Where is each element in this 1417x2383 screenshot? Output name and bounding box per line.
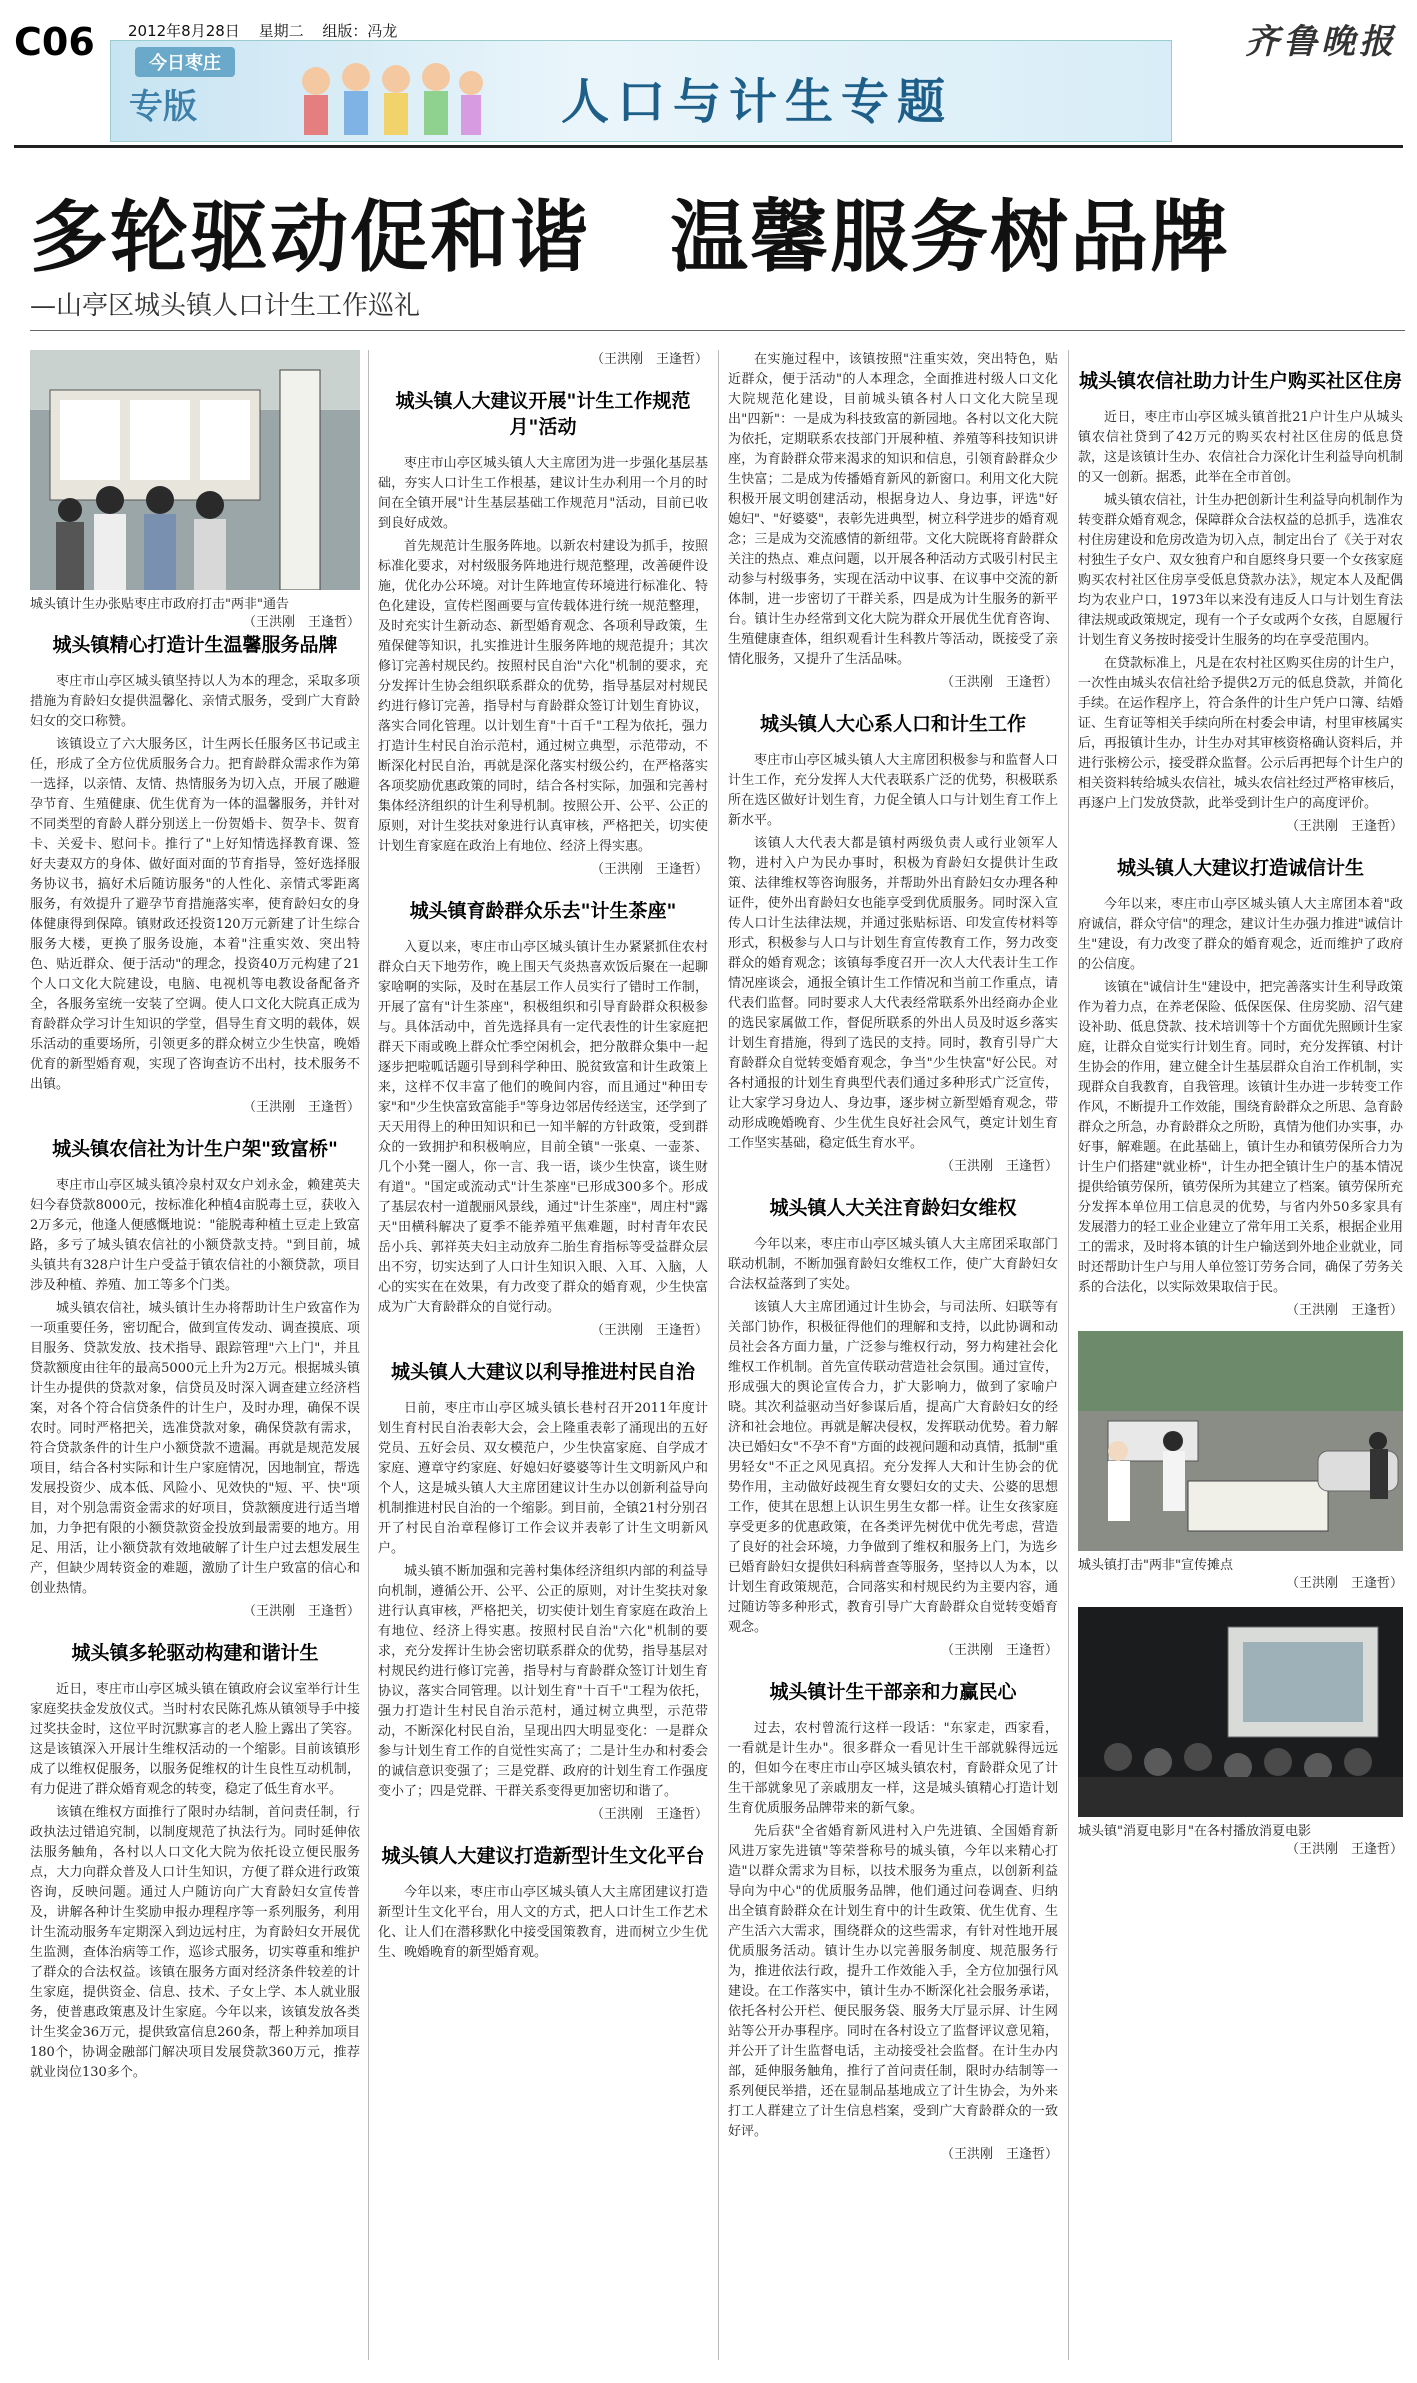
article-paragraph: 过去，农村曾流行这样一段话："东家走，西家看，一看就是计生办"。很多群众一看见计生干部就躲得远远的，但如今在枣庄市山亭区城头镇农村，育龄群众见了计生干部就象见了亲戚朋友一样，这是城头镇精心打造计划生育优质服务品牌带来的新气象。 bbox=[728, 1721, 1058, 1816]
article-paragraph: 该镇在"诚信计生"建设中，把完善落实计生利导政策作为着力点，在养老保险、低保医保、住房奖励、沼气建设补助、低息贷款、技术培训等十个方面优先照顾计生家庭，让群众自觉实行计划生育。同时，充分发挥镇、村计生协会的作用，建立健全计生基层群众自治工作机制，实现群众自我教育，自我管理。该镇计生办进一步转变工作作风，不断提升工作效能，围绕育龄群众之所思、急育龄群众之所急，办育龄群众之所盼，真情为他们办实事，办好事，解难题。在此基础上，镇计生办和镇劳保所合力为计生户们搭建"就业桥"，计生办把全镇计生户的基本情况提供给镇劳保所，镇劳保所为其建立了档案。镇劳保所充分发挥本单位用工信息灵的优势，与省内外50多家具有发展潜力的轻工业企业建立了常年用工关系，根据企业用工的需求，及时将本镇的计生户输送到外地企业就业，同时还帮助计生户与用人单位签订劳务合同，确保了劳务关系的合法化，以实际效果取信于民。 bbox=[1078, 980, 1403, 1295]
header-rule bbox=[14, 145, 1403, 148]
article-paragraph: 近日，枣庄市山亭区城头镇在镇政府会议室举行计生家庭奖扶金发放仪式。当时村农民陈孔炼从镇领导手中接过奖扶金时，这位平时沉默寡言的老人脸上露出了笑容。这是该镇深入开展计生维权活动的一个缩影。目前该镇形成了以维权促服务，以服务促维权的计生良性互动机制，有力促进了群众婚育观念的转变，稳定了低生育水平。 bbox=[30, 1682, 360, 1797]
newspaper-logo: 齐鲁晚报 bbox=[1245, 22, 1397, 62]
article-title: 城头镇人大建议以利导推进村民自治 bbox=[390, 1361, 695, 1383]
special-tag: 专版 bbox=[129, 87, 197, 127]
photo-caption bbox=[1078, 1823, 1403, 1857]
article-paragraph: 先后获"全省婚育新风进村入户先进镇、全国婚育新风进万家先进镇"等荣誉称号的城头镇，今年以来精心打造"以群众需求为目标，以技术服务为重点，以创新利益导向为中心"的优质服务品牌，他们通过问卷调查、归纳出全镇育龄群众在计划生育中的计生政策、优生优育、生产生活六大需求，围绕群众的这些需求，有针对性地开展优质服务活动。镇计生办以完善服务制度、规范服务行为，推进依法行政，提升工作效能入手，全方位加强行风建设。在工作落实中，镇计生办不断深化社会服务承诺，依托各村公开栏、便民服务袋、服务大厅显示屏、计生网站等公开办事程序。同时在各村设立了监督评议意见箱，并公开了计生监督电话，主动接受社会监督。在计生办内部，延伸服务触角，推行了首问责任制，限时办结制等一系列便民举措，还在显制品基地成立了计生协会，为外来打工人群建立了计生信息档案，受到广大育龄群众的一致好评。 bbox=[728, 1824, 1058, 2139]
caption-credit: （王洪刚 王逢哲） bbox=[242, 615, 360, 630]
photo-publicity-stall bbox=[1078, 1331, 1403, 1551]
article-paragraph: 枣庄市山亭区城头镇坚持以人为本的理念，采取多项措施为育龄妇女提供温馨化、亲情式服务，受到广大育龄妇女的交口称赞。 bbox=[30, 674, 360, 729]
notice-board-photo-image bbox=[30, 350, 360, 590]
page-header bbox=[0, 0, 1417, 145]
special-title: 人口与计生专题 bbox=[561, 74, 954, 130]
headline-rule bbox=[30, 330, 1405, 331]
article-paragraph: 首先规范计生服务阵地。以新农村建设为抓手，按照标准化要求，对村级服务阵地进行规范整理，改善硬件设施，优化办公环境。对计生阵地宣传环境进行标准化、特色化建设，宣传栏图画要与宣传载体进行统一规范整理，及时充实计生新动态、新型婚育观念、各项利导政策，生殖保健等知识，扎实推进计生服务阵地的规范提升；其次修订完善村规民约。按照村民自治"六化"机制的要求，充分发挥计生协会组织联系群众的优势，指导基层对村规民约进行修订完善，指导村与育龄群众签订计划生育协议，落实合同化管理。以计划生育"十百千"工程为依托，强力打造计生村民自治示范村，通过树立典型，示范带动，不断深化村民自治，再就是深化落实村级公约，在严格落实各项奖励优惠政策的同时，结合各村实际，加强和完善村集体经济组织的计生利导机制。按照公开、公平、公正的原则，对计生奖扶对象进行认真审核，严格把关，切实使计划生育家庭在政治上有地位、经济上得实惠。 bbox=[378, 539, 708, 854]
article-byline: （王洪刚 王逢哲） bbox=[590, 862, 708, 877]
main-headline: 多轮驱动促和谐 温馨服务树品牌 bbox=[30, 193, 1231, 283]
section-banner bbox=[110, 40, 1172, 142]
caption-credit: （王洪刚 王逢哲） bbox=[1285, 1576, 1403, 1591]
article-byline: （王洪刚 王逢哲） bbox=[940, 1643, 1058, 1658]
article-paragraph: 枣庄市山亭区城头镇冷泉村双女户刘永金，赖建英夫妇今春贷款8000元，按标准化种植4亩脱毒土豆，获收入2万多元，他逢人便感慨地说："能脱毒种植土豆走上致富路，多亏了城头镇农信社的小额贷款支持。"到目前，城头镇共有328户计生户受益于镇农信社的小额贷款，项目涉及种植、养殖、加工等多个门类。 bbox=[30, 1178, 360, 1293]
issue-info bbox=[128, 20, 411, 41]
section-label: 今日枣庄 bbox=[135, 47, 235, 77]
article-paragraph: 枣庄市山亭区城头镇人大主席团积极参与和监督人口计生工作，充分发挥人大代表联系广泛的优势，积极联系所在选区做好计划生育，力促全镇人口与计划生育工作上新水平。 bbox=[728, 753, 1058, 828]
article-paragraph: 今年以来，枣庄市山亭区城头镇人大主席团本着"政府诚信，群众守信"的理念，建议计生办强力推进"诚信计生"建设，有力改变了群众的婚育观念，近而维护了政府的公信度。 bbox=[1078, 897, 1403, 972]
issue-weekday: 星期二 bbox=[258, 22, 304, 40]
caption-text: 城头镇打击"两非"宣传摊点 bbox=[1078, 1558, 1233, 1573]
article-title: 城头镇农信社助力计生户购买社区住房 bbox=[1078, 370, 1402, 392]
photo-summer-movie bbox=[1078, 1607, 1403, 1817]
article-paragraph: 该镇人大主席团通过计生协会，与司法所、妇联等有关部门协作，积极征得他们的理解和支持，以此协调和动员社会各方面力量，广泛参与维权行动，努力构建社会化维权工作机制。首先宣传联动营造社会氛围。通过宣传，形成强大的舆论宣传合力，扩大影响力，做到了家喻户晓。其次利益驱动当好参谋后盾，提高广大育龄妇女的经济和社会地位。再就是解决侵权，发挥联动优势。着力解决已婚妇女"不孕不育"方面的歧视问题和动真情，抵制"重男轻女"不正之风见真招。充分发挥人大和计生协会的优势作用，主动做好歧视生育女婴妇女的丈夫、公婆的思想工作，使其在思想上认识生男生女都一样。让生女孩家庭享受更多的优惠政策，在各类评先树优中优先考虑，营造了良好的社会环境，力争做到了维权和服务上门，为选乡已婚育龄妇女提供妇科病普查等服务，坚持以人为本，以计划生育政策规范，合同落实和村规民约为主要内容，通过随访等多种形式，教育引导广大育龄群众自觉转变婚育观念。 bbox=[728, 1300, 1058, 1635]
article-paragraph: 该镇人大代表大都是镇村两级负责人或行业领军人物，进村入户为民办事时，积极为育龄妇女提供计生政策、法律维权等咨询服务，并帮助外出育龄妇女办理各种证件，使外出育龄妇女也能享受到优质服务。同时深入宣传人口计生法律法规，并通过张贴标语、印发宣传材料等形式，积极参与人口与计划生育宣传教育工作，努力改变群众的婚育观念；该镇每季度召开一次人大代表计生工作情况座谈会，通报全镇计生工作情况和当前工作重点，请代表们监督。同时要求人大代表经常联系外出经商办企业的选民家属做工作，督促所联系的外出人员及时返乡落实计划生育措施，得到了选民的支持。同时，教育引导广大育龄群众自觉转变婚育观念，争当"少生快富"好公民。对各村通报的计划生育典型代表们通过多种形式广泛宣传，让大家学习身边人、身边事，逐步树立新型婚育观念，带动形成晚婚晚育、少生优生良好社会风气，奠定计划生育工作坚实基础，稳定低生育水平。 bbox=[728, 836, 1058, 1151]
article-paragraph: 枣庄市山亭区城头镇人大主席团为进一步强化基层基础，夯实人口计生工作根基，建议计生办利用一个月的时间在全镇开展"计生基层基础工作规范月"活动，目前已收到良好成效。 bbox=[378, 456, 708, 531]
caption-text: 城头镇计生办张贴枣庄市政府打击"两非"通告 bbox=[30, 597, 289, 612]
photo-caption bbox=[30, 596, 360, 630]
issue-editor: 组版：冯龙 bbox=[322, 22, 398, 40]
children-illustration bbox=[286, 41, 486, 141]
article-title: 城头镇人大建议开展"计生工作规范月"活动 bbox=[395, 390, 691, 438]
article-byline: （王洪刚 王逢哲） bbox=[590, 1807, 708, 1822]
article-byline: （王洪刚 王逢哲） bbox=[242, 1100, 360, 1115]
article-title: 城头镇农信社为计生户架"致富桥" bbox=[52, 1138, 338, 1160]
article-paragraph: 城头镇不断加强和完善村集体经济组织内部的利益导向机制，遵循公开、公平、公正的原则，对计生奖扶对象进行认真审核，严格把关，切实使计划生育家庭在政治上有地位、经济上得实惠。按照村民自治"六化"机制的要求，充分发挥计生协会密切联系群众的优势，指导基层对村规民约进行修订完善，指导村与育龄群众签订计划生育协议，落实合同管理。以计划生育"十百千"工程为依托，强力打造计生村民自治示范村，通过树立典型，示范带动，不断深化村民自治，呈现出四大明显变化：一是群众参与计划生育工作的自觉性实高了；二是计生办和村委会的诚信意识变强了；三是党群、政府的计划生育工作强度变小了；四是党群、干群关系变得更加密切和谐了。 bbox=[378, 1564, 708, 1799]
article-paragraph: 该镇设立了六大服务区，计生两长任服务区书记或主任，形成了全方位优质服务合力。把育龄群众需求作为第一选择，以亲情、友情、热情服务为切入点，开展了融避孕节育、生殖健康、优生优育为一体的温馨服务，并针对不同类型的育龄人群分别送上一份贺婚卡、贺孕卡、贺育卡、关爱卡、慰问卡。推行了"上好知情选择教育课、签好夫妻双方的身体、做好面对面的节育指导，签好选择服务协议书，搞好术后随访服务"的人性化、亲情式零距离服务，有效提升了避孕节育措施落实率，使育龄妇女的身体健康得到保障。镇财政还投资120万元新建了计生综合服务大楼，更换了服务设施，本着"注重实效、突出特色、贴近群众、便于活动"的理念，投资40万元构建了21个人口文化大院建设，电脑、电视机等电教设备配备齐全，各服务室统一安装了空调。使人口文化大院真正成为育龄群众学习计生知识的学堂，倡导生育文明的载体，娱乐活动的重要场所，引领更多的群众树立少生快富，晚婚优育的新型婚育观，实现了咨询查访不出村，技术服务不出镇。 bbox=[30, 737, 360, 1092]
article-title: 城头镇育龄群众乐去"计生茶座" bbox=[409, 900, 677, 922]
article-byline: （王洪刚 王逢哲） bbox=[1285, 1303, 1403, 1318]
article-paragraph: 城头镇农信社，城头镇计生办将帮助计生户致富作为一项重要任务，密切配合，做到宣传发动、调查摸底、项目服务、贷款发放、技术指导、跟踪管理"六上门"，并且贷款额度由往年的最高5000元上升为2万元。根据城头镇计生办提供的贷款对象，信贷员及时深入调查建立经济档案，对各个符合信贷条件的计生户，及时办理，确保不误农时。同时严格把关，选准贷款对象，确保贷款有需求，符合贷款条件的计生户小额贷款不遗漏。再就是规范发展项目，结合各村实际和计生户家庭情况，因地制宜，帮选发展投资少、成本低、风险小、见效快的"短、平、快"项目，对个别急需资金需求的好项目，贷款额度进行适当增加，力争把有限的小额贷款资金投放到最需要的地方。用足、用活，让小额贷款有效地破解了计生户过去想发展生产，但缺少周转资金的难题，激励了计生户致富的信心和创业热情。 bbox=[30, 1301, 360, 1596]
article-byline: （王洪刚 王逢哲） bbox=[940, 1159, 1058, 1174]
article-title: 城头镇精心打造计生温馨服务品牌 bbox=[52, 634, 338, 656]
photo-caption bbox=[1078, 1557, 1403, 1593]
column-1 bbox=[30, 350, 360, 2370]
article-paragraph: 该镇在维权方面推行了限时办结制，首问责任制，行政执法过错追究制，以制度规范了执法行为。同时延伸依法服务触角，各村以人口文化大院为依托设立便民服务点，大力向群众普及人口计生知识，方便了群众进行政策咨询，反映问题。通过人户随访向广大育龄妇女宣传普及，讲解各种计生奖励申报办理程序等一系列服务，利用计生流动服务车定期深入到边远村庄，为育龄妇女开展优生监测，查体治病等工作，巡诊式服务，切实尊重和维护了群众的合法权益。该镇在服务方面对经济条件较差的计生家庭，提供资金、信息、技术、子女上学、本人就业服务，使普惠政策惠及计生家庭。今年以来，该镇发放各类计生奖金36万元，提供致富信息260条，帮上种养加项目180个，协调金融部门解决项目发展贷款360万元，推荐就业岗位130多个。 bbox=[30, 1805, 360, 2080]
summer-movie-photo-image bbox=[1078, 1607, 1403, 1817]
publicity-stall-photo-image bbox=[1078, 1331, 1403, 1551]
article-byline: （王洪刚 王逢哲） bbox=[242, 1604, 360, 1619]
column-2 bbox=[378, 350, 708, 2370]
article-paragraph: 今年以来，枣庄市山亭区城头镇人大主席团采取部门联动机制，不断加强育龄妇女维权工作，使广大育龄妇女合法权益落到了实处。 bbox=[728, 1237, 1058, 1292]
column-3 bbox=[728, 350, 1058, 2370]
article-byline: （王洪刚 王逢哲） bbox=[1285, 819, 1403, 834]
column-divider bbox=[718, 350, 719, 2360]
article-paragraph: 在实施过程中，该镇按照"注重实效，突出特色，贴近群众，便于活动"的人本理念，全面推进村级人口文化大院规范化建设，目前城头镇各村人口文化大院呈现出"四新"：一是成为科技致富的新园地。各村以文化大院为依托，定期联系农技部门开展种植、养殖等科技知识讲座，为育龄群众带来渴求的知识和信息，引领育龄群众少生快富；二是成为传播婚育新风的新窗口。利用文化大院积极开展文明创建活动，根据身边人、身边事，评选"好媳妇"、"好婆婆"，表彰先进典型，树立科学进步的婚育观念；三是成为交流感情的新纽带。文化大院既将育龄群众关注的热点、难点问题，以开展各种活动方式吸引村民主动参与村级事务，实现在活动中议事、在议事中交流的新体制，进一步密切了干群关系，四是成为计生服务的新平台。镇计生办经常到文化大院为群众开展优生优育咨询、生殖健康查体，组织观看计生科教片等活动，既接受了亲情化服务，又提升了生活品味。 bbox=[728, 352, 1058, 667]
article-title: 城头镇人大建议打造新型计生文化平台 bbox=[381, 1845, 705, 1867]
article-title: 城头镇人大建议打造诚信计生 bbox=[1116, 857, 1364, 879]
article-paragraph: 日前，枣庄市山亭区城头镇长巷村召开2011年度计划生育村民自治表彰大会，会上隆重表彰了涌现出的五好党员、五好会员、双女模范户，少生快富家庭、自学成才家庭、遵章守约家庭、好媳妇好婆婆等计生文明新风户和个人，这是城头镇人大主席团建议计生办以创新利益导向机制推进村民自治的一个缩影。到目前，全镇21村分别召开了村民自治章程修订工作会议并表彰了计生文明新风户。 bbox=[378, 1401, 708, 1556]
article-byline: （王洪刚 王逢哲） bbox=[940, 2147, 1058, 2162]
issue-date: 2012年8月28日 bbox=[128, 22, 240, 40]
article-paragraph: 近日，枣庄市山亭区城头镇首批21户计生户从城头镇农信社贷到了42万元的购买农村社区住房的低息贷款，这是该镇计生办、农信社合力深化计生利益导向机制的又一创新。据悉，此举在全市首创。 bbox=[1078, 410, 1403, 485]
page-number: C06 bbox=[14, 20, 95, 64]
article-title: 城头镇计生干部亲和力赢民心 bbox=[769, 1681, 1017, 1703]
article-paragraph: 在贷款标准上，凡是在农村社区购买住房的计生户，一次性由城头农信社给予提供2万元的低息贷款，并简化手续。在运作程序上，符合条件的计生户凭户口簿、结婚证、生育证等相关手续向所在村委会申请，村里审核属实后，再报镇计生办，计生办对其审核资格确认资料后，并进行张榜公示，接受群众监督。公示后再把每个计生户的相关资料转给城头农信社，城头农信社经过严格审核后，再逐户上门发放贷款，此举受到计生户的高度评价。 bbox=[1078, 656, 1403, 811]
article-paragraph: 入夏以来，枣庄市山亭区城头镇计生办紧紧抓住农村群众白天下地劳作，晚上围天气炎热喜欢饭后聚在一起聊家啥啊的实际，及时在基层工作人员实行了错时工作制，开展了富有"计生茶座"，积极组织和引导育龄群众积极参与。具体活动中，首先选择具有一定代表性的计生家庭把群天下雨或晚上群众忙季空闲机会，把分散群众集中一起逐步把啦呱话题引导到科学种田、脱贫致富和计生政策上来，这样不仅丰富了他们的晚间内容，而且通过"种田专家"和"少生快富致富能手"等身边邻居传经送宝，还学到了天天用得上的种田知识和已一知半解的方针政策，受到群众的一致拥护和积极响应，目前全镇"一张桌、一壶茶、几个小凳一圈人，你一言、我一语，谈少生快富，谈生财有道"。"国定或流动式"计生茶座"已形成300多个。形成了基层农村一道靓丽风景线，通过"计生茶座"，周庄村"露天"田横科解决了夏季不能养殖平焦难题，时村青年农民岳小兵、郭祥英夫妇主动放弃二胎生育指标等受益群众层出不穷，切实达到了人口计生知识入眼、入耳、入脑，人心的实实在在效果，有力改变了群众的婚育观，少生快富成为广大育龄群众的自觉行动。 bbox=[378, 940, 708, 1315]
column-divider bbox=[368, 350, 369, 2360]
article-byline: （王洪刚 王逢哲） bbox=[590, 352, 708, 367]
article-paragraph: 城头镇农信社，计生办把创新计生利益导向机制作为转变群众婚育观念，保障群众合法权益的总抓手，选准农村住房建设和危房改造为切入点，制定出台了《关于对农村独生子女户、双女独育户和自愿终身只要一个女孩家庭购买农村社区住房享受低息贷款办法》，规定本人及配偶均为农业户口，1973年以来没有违反人口与计划生育法律法规或政策规定，现有一个子女或两个女孩，自愿履行计划生育义务按时接受计生服务的均在享受范围内。 bbox=[1078, 493, 1403, 648]
column-divider bbox=[1068, 350, 1069, 2360]
sub-headline: —山亭区城头镇人口计生工作巡礼 bbox=[30, 291, 421, 321]
caption-credit: （王洪刚 王逢哲） bbox=[1285, 1842, 1403, 1857]
caption-text: 城头镇"消夏电影月"在各村播放消夏电影 bbox=[1078, 1824, 1311, 1839]
article-byline: （王洪刚 王逢哲） bbox=[590, 1323, 708, 1338]
article-title: 城头镇多轮驱动构建和谐计生 bbox=[71, 1642, 319, 1664]
column-4 bbox=[1078, 350, 1403, 2370]
article-title: 城头镇人大关注育龄妇女维权 bbox=[769, 1197, 1017, 1219]
article-paragraph: 今年以来，枣庄市山亭区城头镇人大主席团建议打造新型计生文化平台，用人文的方式，把人口计生工作艺术化、让人们在潜移默化中接受国策教育，进而树立少生优生、晚婚晚育的新型婚育观。 bbox=[378, 1885, 708, 1960]
article-title: 城头镇人大心系人口和计生工作 bbox=[759, 713, 1026, 735]
photo-notice-board bbox=[30, 350, 360, 590]
article-byline: （王洪刚 王逢哲） bbox=[940, 675, 1058, 690]
